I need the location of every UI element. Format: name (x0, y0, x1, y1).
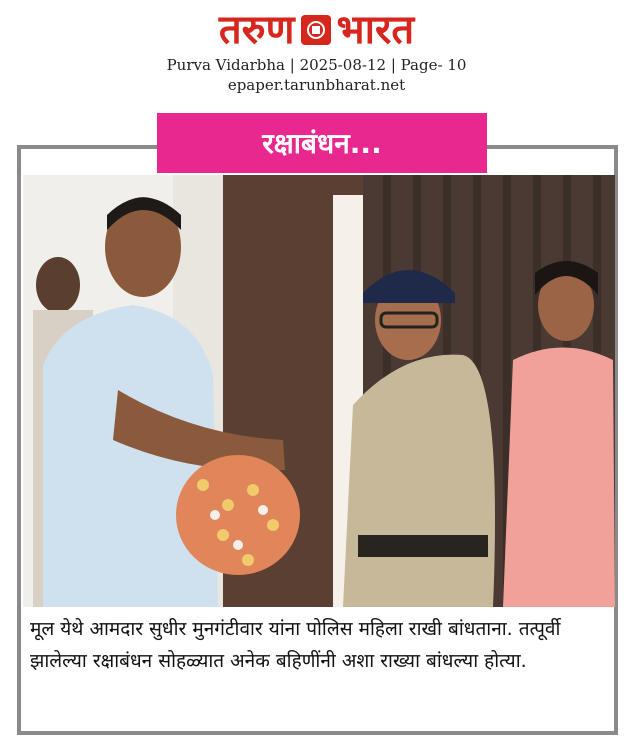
seal-icon (301, 15, 331, 45)
headline-banner: रक्षाबंधन... (157, 113, 487, 173)
photo-caption: मूल येथे आमदार सुधीर मुनगंटीवार यांना पोलिस महिला राखी बांधताना. तत्पूर्वी झालेल्या रक्षाबंधन सोहळ्यात अनेक बहिणींनी अशा राख्या बांधल्या होत्या. (30, 618, 561, 672)
masthead (0, 8, 633, 52)
site-url: epaper.tarunbharat.net (227, 76, 406, 94)
logo-text-left: तरुण (218, 7, 295, 53)
newspaper-logo (219, 8, 414, 52)
article-photo (23, 175, 615, 607)
logo-text-right: भारत (336, 7, 415, 53)
edition-line: Purva Vidarbha | 2025-08-12 | Page- 10 (166, 56, 467, 74)
